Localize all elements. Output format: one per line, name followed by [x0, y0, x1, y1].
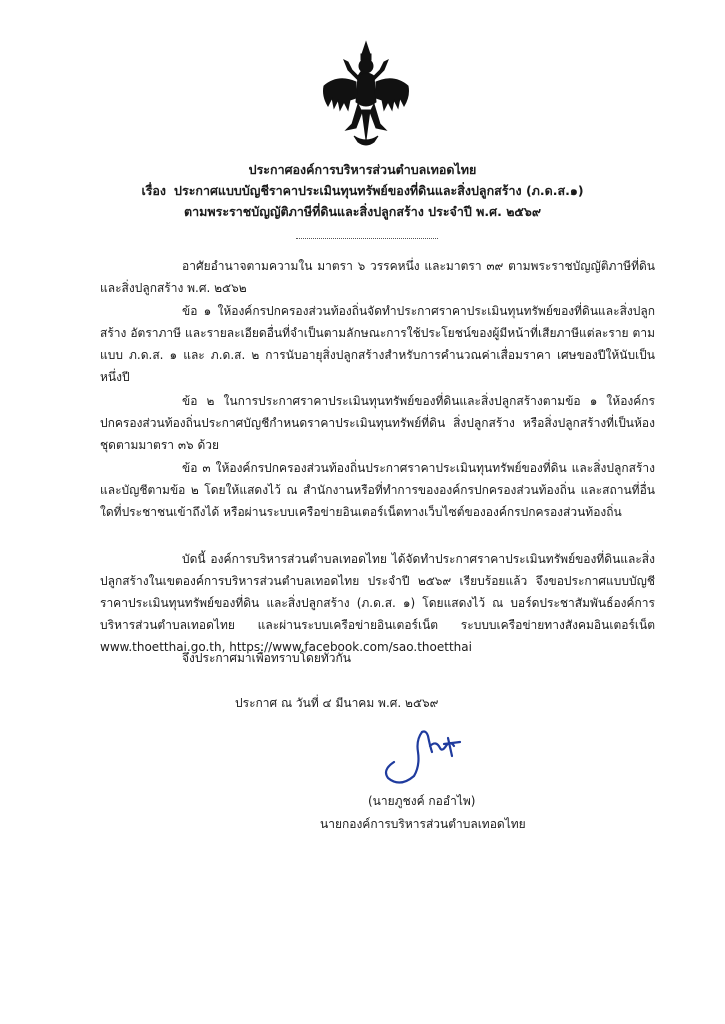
signer-name: (นายภูชงค์ กออำไพ): [368, 794, 476, 808]
date-line: ประกาศ ณ วันที่ ๔ มีนาคม พ.ศ. ๒๕๖๙: [235, 696, 439, 710]
garuda-emblem-icon: [318, 40, 414, 150]
subject-line: [0, 182, 725, 200]
paragraph-clause-1: ข้อ ๑ ให้องค์กรปกครองส่วนท้องถิ่นจัดทำประกาศราคาประเมินทุนทรัพย์ของที่ดินและสิ่งปลูกสร้าง อัตราภาษี และรายละเอียดอื่นที่จำเป็นตามลักษณะการใช้ประโยชน์ของผู้มีหน้าที่เสียภาษีแต่ละราย ตามแบบ ภ.ด.ส. ๑ และ ภ.ด.ส. ๒ การนับอายุสิ่งปลูกสร้างสำหรับการคำนวณค่าเสื่อมราคา เศษของปีให้นับเป็นหนึ่งปี: [100, 304, 655, 384]
signer-position: นายกองค์การบริหารส่วนตำบลเทอดไทย: [320, 817, 526, 831]
subject-line-2: ตามพระราชบัญญัติภาษีที่ดินและสิ่งปลูกสร้าง ประจำปี พ.ศ. ๒๕๖๙: [184, 204, 541, 219]
signature-icon: [378, 722, 488, 792]
subject-text: ประกาศแบบบัญชีราคาประเมินทุนทรัพย์ของที่ดินและสิ่งปลูกสร้าง (ภ.ด.ส.๑): [174, 183, 584, 198]
announcement-title: ประกาศองค์การบริหารส่วนตำบลเทอดไทย: [248, 162, 477, 177]
dotted-divider: [296, 238, 438, 239]
closing-line: จึงประกาศมาเพื่อทราบโดยทั่วกัน: [182, 651, 351, 665]
paragraph-clause-3: ข้อ ๓ ให้องค์กรปกครองส่วนท้องถิ่นประกาศราคาประเมินทุนทรัพย์ของที่ดิน และสิ่งปลูกสร้าง และบัญชีตามข้อ ๒ โดยให้แสดงไว้ ณ สำนักงานหรือที่ทำการขององค์กรปกครองส่วนท้องถิ่น และสถานที่อื่นใดที่ประชาชนเข้าถึงได้ หรือผ่านระบบเครือข่ายอินเตอร์เน็ตทางเว็บไซต์ขององค์กรปกครองส่วนท้องถิ่น: [100, 461, 655, 519]
paragraph-clause-2: ข้อ ๒ ในการประกาศราคาประเมินทุนทรัพย์ของที่ดินและสิ่งปลูกสร้างตามข้อ ๑ ให้องค์กรปกครองส่วนท้องถิ่นประกาศบัญชีกำหนดราคาประเมินทุนทรัพย์ที่ดิน สิ่งปลูกสร้าง หรือสิ่งปลูกสร้างที่เป็นห้องชุดตามมาตรา ๓๖ ด้วย: [100, 394, 655, 452]
subject-label: เรื่อง: [141, 183, 167, 198]
paragraph-authority: อาศัยอำนาจตามความใน มาตรา ๖ วรรคหนึ่ง และมาตรา ๓๙ ตามพระราชบัญญัติภาษีที่ดินและสิ่งปลูกสร้าง พ.ศ. ๒๕๖๒: [100, 259, 655, 295]
paragraph-announcement: บัดนี้ องค์การบริหารส่วนตำบลเทอดไทย ได้จัดทำประกาศราคาประเมินทรัพย์ของที่ดินและสิ่งปลูกสร้างในเขตองค์การบริหารส่วนตำบลเทอดไทย ประจำปี ๒๕๖๙ เรียบร้อยแล้ว จึงขอประกาศแบบบัญชีราคาประเมินทุนทรัพย์ของที่ดิน และสิ่งปลูกสร้าง (ภ.ด.ส. ๑) โดยแสดงไว้ ณ บอร์ดประชาสัมพันธ์องค์การบริหารส่วนตำบลเทอดไทย และผ่านระบบเครือข่ายอินเตอร์เน็ต ระบบบเครือข่ายทางสังคมอินเตอร์เน็ต www.thoetthai.go.th, https://www.facebook.com/sao.thoetthai: [100, 552, 655, 654]
